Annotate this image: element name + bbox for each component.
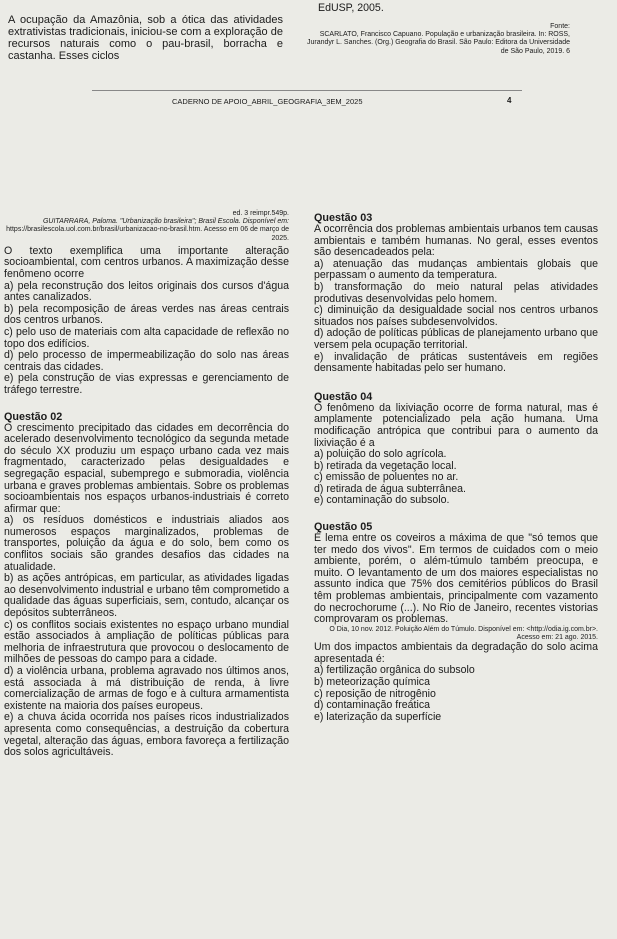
- q1-option-a[interactable]: a) pela reconstrução dos leitos originais dos cursos d'água antes canalizados.: [4, 279, 289, 304]
- q5-question: Um dos impactos ambientais da degradação do solo acima apresentada é:: [314, 641, 598, 665]
- q2-stem: O crescimento precipitado das cidades em decorrência do acelerado desenvolvimento tecnológico da segunda metade do século XX produziu um espaço urbano cada vez mais fragmentado, caracterizado pelas desigualdades e segregação espacial, subemprego e submoradia, violência urbana e graves problemas ambientais. Sobre os problemas socioambientais nos espaços urbanos-industriais é correto afirmar que:: [4, 421, 289, 515]
- page-number: 4: [507, 96, 512, 105]
- q4-option-d[interactable]: d) retirada de água subterrânea.: [314, 482, 466, 495]
- q2-option-b[interactable]: b) as ações antrópicas, em particular, as atividades ligadas ao desenvolvimento industrial e urbano têm comprometido a qualidade das águas superficiais, sem, contudo, alcançar os depósitos subterrâneos.: [4, 572, 289, 620]
- q2-title: Questão 02: [4, 410, 63, 423]
- q2-option-a[interactable]: a) os resíduos domésticos e industriais aliados aos numerosos espaços marginalizados, problemas de transportes, poluição da água e do solo, bem como os conflitos sociais são grandes desafios das cidades na atualidade.: [4, 514, 289, 573]
- q1-option-d[interactable]: d) pelo processo de impermeabilização do solo nas áreas centrais das cidades.: [4, 349, 289, 373]
- q3-option-c[interactable]: c) diminuição da desigualdade social nos centros urbanos situados nos países subdesenvolvidos.: [314, 304, 598, 328]
- q4-option-e[interactable]: e) contaminação do subsolo.: [314, 494, 450, 507]
- booklet-code: CADERNO DE APOIO_ABRIL_GEOGRAFIA_3EM_2025: [172, 97, 363, 106]
- left-column: [4, 210, 289, 759]
- q4-option-b[interactable]: b) retirada da vegetação local.: [314, 459, 457, 472]
- q2-option-e[interactable]: e) a chuva ácida ocorrida nos países ricos industrializados apresenta como consequências, a destruição da cobertura vegetal, alteração das águas, embora favoreça a fertilização dos solos agricultáveis.: [4, 711, 289, 759]
- q3-title: Questão 03: [314, 212, 373, 224]
- header-rule: [92, 90, 522, 91]
- q4-option-c[interactable]: c) emissão de poluentes no ar.: [314, 471, 459, 484]
- ref-line-edition: ed. 3 reimpr.549p.: [232, 210, 289, 217]
- reference-text: SCARLATO, Francisco Capuano. População e urbanização brasileira. In: ROSS, Jurandyr L. Sanches. (Org.) Geografia do Brasil. São Paulo: Editora da Universidade de São Paulo, 2019. 6: [306, 31, 570, 55]
- q3-option-b[interactable]: b) transformação do meio natural pelas atividades produtivas desenvolvidas pelo homem.: [314, 280, 598, 305]
- right-column: [314, 212, 598, 723]
- q4-title: Questão 04: [314, 390, 373, 403]
- q1-option-b[interactable]: b) pela recomposição de áreas verdes nas áreas centrais dos centros urbanos.: [4, 302, 289, 327]
- q2-option-d[interactable]: d) a violência urbana, problema agravado nos últimos anos, está associada à má distribuição de renda, à livre comercialização de armas de fogo e à cultura armamentista existente na maioria dos países europeus.: [4, 665, 289, 712]
- q3-option-a[interactable]: a) atenuação das mudanças ambientais globais que perpassam o aumento da temperatura.: [314, 257, 598, 282]
- q5-option-d[interactable]: d) contaminação freática: [314, 699, 431, 712]
- q5-stem: É lema entre os coveiros a máxima de que "só temos que ter medo dos vivos". Em termos de cuidados com o meio ambiente, porém, o além-túmulo também preocupa, e muito. O levantamento de um dos maiores especialistas no assunto indica que 75% dos cemitérios públicos do Brasil têm problemas ambientais, principalmente com vazamento do necrochorume (...). No Rio de Janeiro, recentes vistorias comprovaram os problemas.: [314, 532, 598, 626]
- q5-option-c[interactable]: c) reposição de nitrogênio: [314, 687, 436, 700]
- publisher-line: EdUSP, 2005.: [318, 2, 384, 14]
- intro-paragraph: A ocupação da Amazônia, sob a ótica das atividades extrativistas tradicionais, iniciou-se com a exploração de recursos naturais como o pau-brasil, borracha e castanha. Esses ciclos: [8, 14, 283, 62]
- q5-source: O Dia, 10 nov. 2012. Poluição Além do Túmulo. Disponível em: <http://odia.ig.com.br>. Acesso em: 21 ago. 2015.: [329, 625, 598, 642]
- q5-title: Questão 05: [314, 521, 373, 534]
- q4-option-a[interactable]: a) poluição do solo agrícola.: [314, 448, 447, 461]
- q3-option-e[interactable]: e) invalidação de práticas sustentáveis em regiões densamente habitadas pelo ser humano.: [314, 350, 598, 375]
- intro-text-block: [8, 14, 283, 62]
- q3-stem: A ocorrência dos problemas ambientais urbanos tem causas ambientais e também humanas. No geral, esses eventos são desencadeados pela:: [314, 223, 598, 259]
- q1-option-e[interactable]: e) pela construção de vias expressas e gerenciamento de tráfego terrestre.: [4, 372, 289, 396]
- fonte-label: Fonte:: [550, 23, 570, 30]
- ref-line-url: https://brasilescola.uol.com.br/brasil/urbanizacao-no-brasil.htm. Acesso em 06 de março de 2025.: [6, 226, 289, 242]
- q1-option-c[interactable]: c) pelo uso de materiais com alta capacidade de reflexão no topo dos edifícios.: [4, 325, 289, 350]
- q3-option-d[interactable]: d) adoção de políticas públicas de planejamento urbano que versem pela ocupação territorial.: [314, 327, 598, 351]
- q5-option-b[interactable]: b) meteorização química: [314, 676, 430, 688]
- q1-stem: O texto exemplifica uma importante alteração socioambiental, com centros urbanos. A maximização desse fenômeno ocorre: [4, 244, 289, 280]
- ref-line-author: GUITARRARA, Paloma. "Urbanização brasileira"; Brasil Escola. Disponível em:: [42, 218, 289, 226]
- q4-stem: O fenômeno da lixiviação ocorre de forma natural, mas é amplamente potencializado pela ação humana. Uma modificação antrópica que contribui para o aumento da lixiviação é a: [314, 401, 598, 449]
- q5-option-a[interactable]: a) fertilização orgânica do subsolo: [314, 664, 475, 677]
- reference-block: [300, 23, 570, 56]
- q5-option-e[interactable]: e) laterização da superfície: [314, 710, 442, 723]
- q2-option-c[interactable]: c) os conflitos sociais existentes no espaço urbano mundial estão associados à ampliação de políticas públicas para melhoria de infraestrutura que provocou o deslocamento de milhões de pessoas do campo para a cidade.: [4, 618, 289, 666]
